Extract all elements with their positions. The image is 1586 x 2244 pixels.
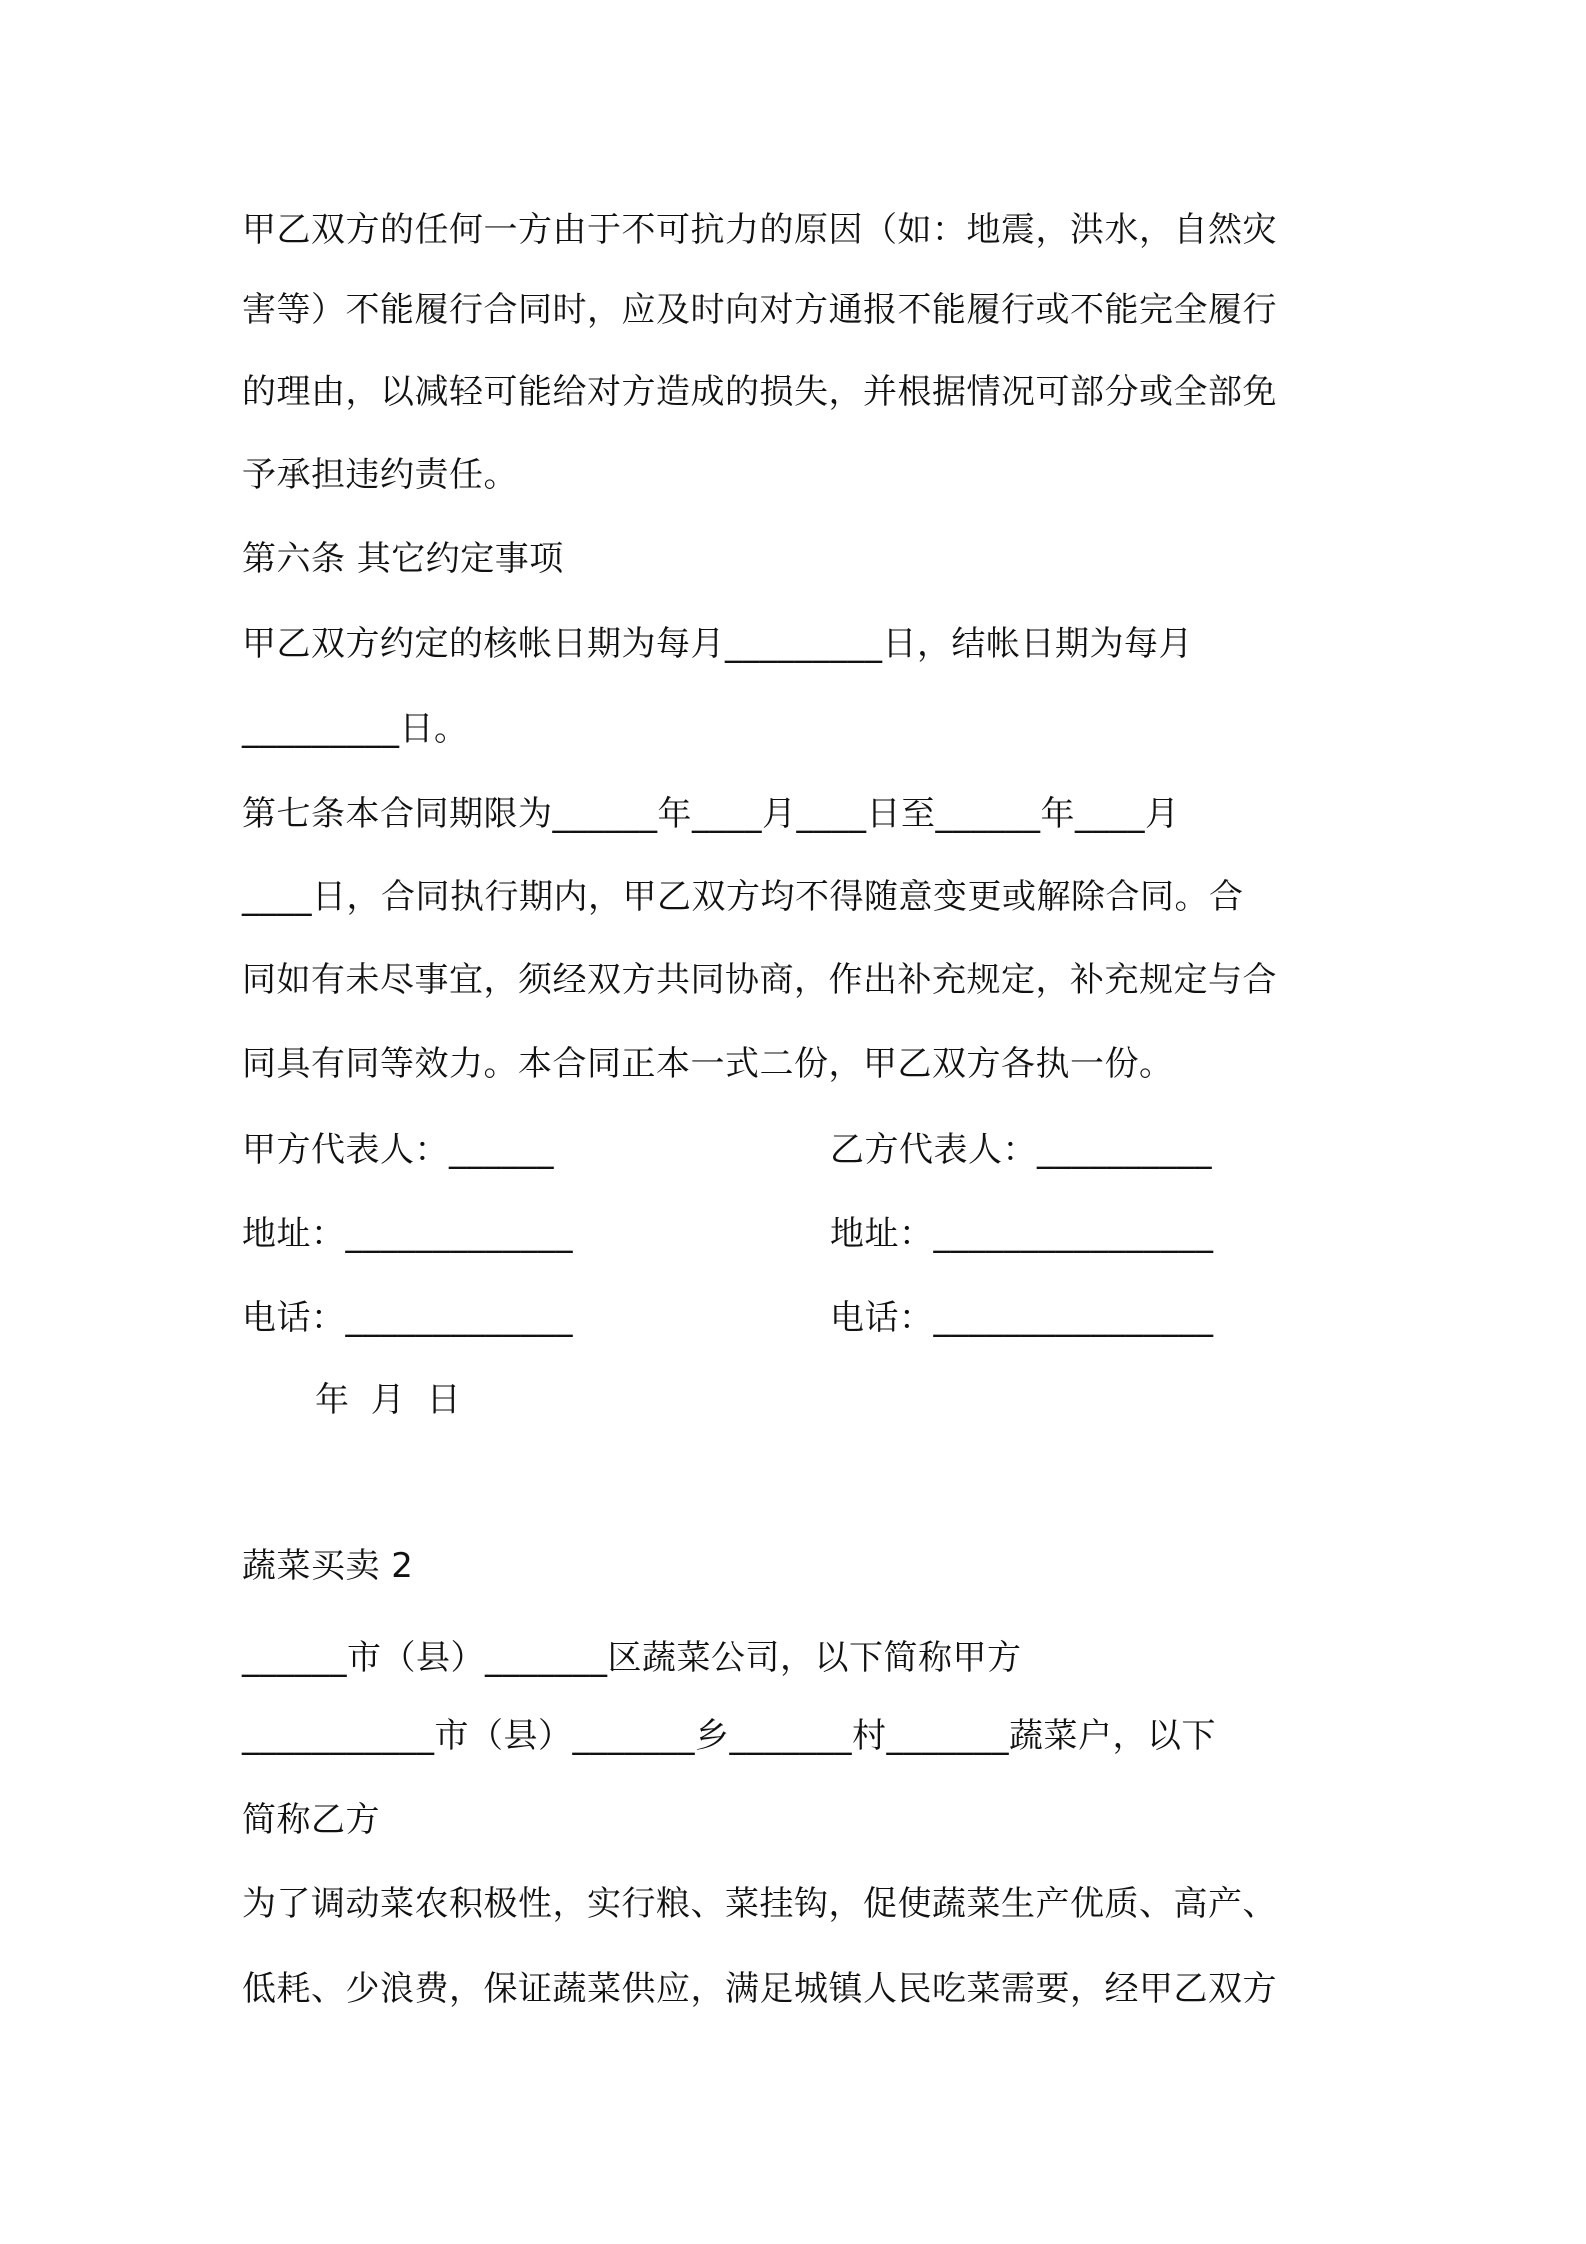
party-a-representative: 甲方代表人：______ bbox=[242, 1130, 554, 1170]
paragraph-line: ___________市（县）_______乡_______村_______蔬菜户，以下 bbox=[242, 1716, 1216, 1756]
paragraph-line: 的理由，以减轻可能给对方造成的损失，并根据情况可部分或全部免 bbox=[242, 372, 1277, 412]
paragraph-line: 简称乙方 bbox=[242, 1800, 380, 1840]
paragraph-line: ______市（县）_______区蔬菜公司，以下简称甲方 bbox=[242, 1638, 1022, 1678]
contract-title: 蔬菜买卖 2 bbox=[242, 1546, 414, 1586]
signature-date: 年 月 日 bbox=[315, 1380, 462, 1420]
paragraph-line: _________日。 bbox=[242, 709, 469, 749]
paragraph-line: 低耗、少浪费，保证蔬菜供应，满足城镇人民吃菜需要，经甲乙双方 bbox=[242, 1969, 1277, 2009]
paragraph-line: 甲乙双方约定的核帐日期为每月_________日，结帐日期为每月 bbox=[242, 624, 1193, 664]
party-a-phone: 电话：_____________ bbox=[242, 1298, 573, 1338]
paragraph-line: 第七条本合同期限为______年____月____日至______年____月 bbox=[242, 794, 1180, 834]
paragraph-line: ____日，合同执行期内，甲乙双方均不得随意变更或解除合同。合 bbox=[242, 877, 1244, 917]
paragraph-line: 同具有同等效力。本合同正本一式二份，甲乙双方各执一份。 bbox=[242, 1044, 1174, 1084]
paragraph-line: 害等）不能履行合同时，应及时向对方通报不能履行或不能完全履行 bbox=[242, 290, 1277, 330]
paragraph-line: 予承担违约责任。 bbox=[242, 455, 518, 495]
party-b-phone: 电话：________________ bbox=[830, 1298, 1214, 1338]
article-heading: 第六条 其它约定事项 bbox=[242, 539, 564, 579]
paragraph-line: 同如有未尽事宜，须经双方共同协商，作出补充规定，补充规定与合 bbox=[242, 960, 1277, 1000]
party-a-address: 地址：_____________ bbox=[242, 1214, 573, 1254]
party-b-address: 地址：________________ bbox=[830, 1214, 1214, 1254]
paragraph-line: 甲乙双方的任何一方由于不可抗力的原因（如：地震，洪水，自然灾 bbox=[242, 210, 1277, 250]
paragraph-line: 为了调动菜农积极性，实行粮、菜挂钩，促使蔬菜生产优质、高产、 bbox=[242, 1884, 1277, 1924]
party-b-representative: 乙方代表人：__________ bbox=[830, 1130, 1212, 1170]
